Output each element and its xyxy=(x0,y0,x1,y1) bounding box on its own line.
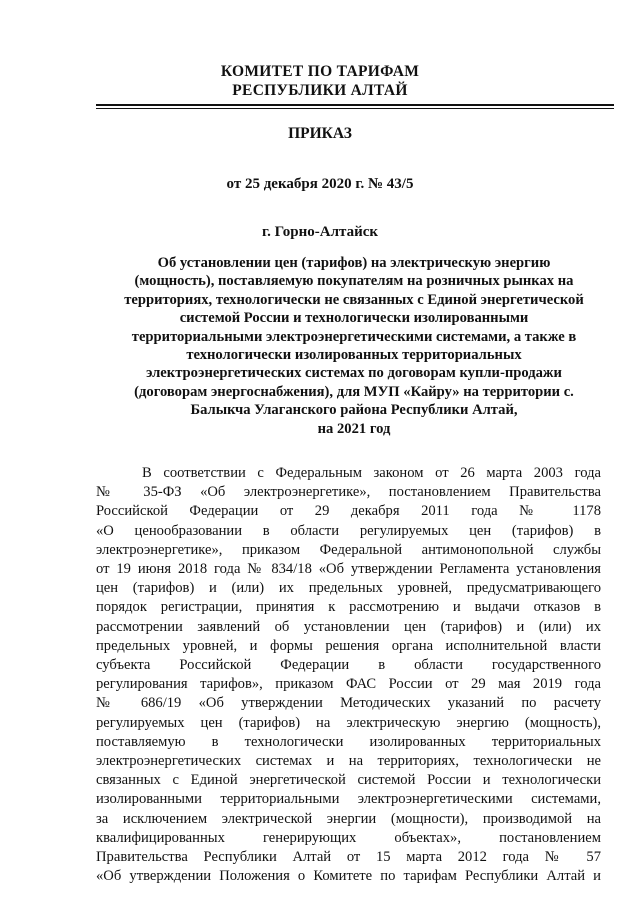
body-line: регулирования тарифов», приказом ФАС России от 29 мая 2019 года xyxy=(96,676,601,693)
title-line: (мощность), поставляемую покупателям на розничных рынках на xyxy=(134,273,574,290)
body-line: за исключением электрической энергии (мощности), производимой на xyxy=(96,810,601,827)
body-line: электроэнергетических системах и на территориях, технологически не xyxy=(96,753,601,770)
body-line: субъекта Российской Федерации в области государственного xyxy=(96,657,601,674)
document-date-number: от 25 декабря 2020 г. № 43/5 xyxy=(226,176,414,192)
body-line: регулируемых цен (тарифов) на электрическую энергию (мощность), xyxy=(96,714,601,731)
title-line: Балыкча Улаганского района Республики Алтай, xyxy=(190,402,518,419)
header-divider-thick xyxy=(96,104,614,106)
body-line: рассмотрении заявлений об установлении цен (тарифов) и (или) их xyxy=(96,618,601,635)
document-city: г. Горно-Алтайск xyxy=(261,224,379,240)
body-line: предельных уровней, и формы решения органа исполнительной власти xyxy=(96,637,601,654)
title-line: (договорам энергоснабжения), для МУП «Кайру» на территории с. xyxy=(134,383,574,400)
title-line: территориальными электроэнергетическими системами, а также в xyxy=(131,328,577,345)
body-line: порядок регистрации, принятия к рассмотрению и выдачи отказов в xyxy=(96,599,601,616)
org-name-line-2: РЕСПУБЛИКИ АЛТАЙ xyxy=(232,82,408,99)
body-line: «О ценообразовании в области регулируемых цен (тарифов) в xyxy=(96,522,601,539)
title-line: системой России и технологически изолированными xyxy=(179,310,529,327)
title-line: Об установлении цен (тарифов) на электрическую энергию xyxy=(157,255,551,271)
document-body xyxy=(96,464,601,886)
title-line: территориях, технологически не связанных с Единой энергетической xyxy=(124,291,584,308)
document-type: ПРИКАЗ xyxy=(288,125,352,142)
body-line: поставляемую в технологически изолированных территориальных xyxy=(96,733,601,750)
body-line: № 686/19 «Об утверждении Методических указаний по расчету xyxy=(96,695,601,712)
body-line: В соответствии с Федеральным законом от 26 марта 2003 года xyxy=(142,465,601,481)
body-line: электроэнергетике», приказом Федеральной антимонопольной службы xyxy=(96,541,601,558)
body-line: № 35-ФЗ «Об электроэнергетике», постановлением Правительства xyxy=(96,484,601,501)
header-divider-thin xyxy=(96,108,614,109)
body-line: «Об утверждении Положения о Комитете по тарифам Республики Алтай и xyxy=(96,868,601,885)
body-line: цен (тарифов) и (или) их предельных уровней, предусматривающего xyxy=(96,580,601,597)
org-name-line-1: КОМИТЕТ ПО ТАРИФАМ xyxy=(220,63,420,80)
body-line: изолированными территориальными электроэнергетическими системами, xyxy=(96,791,601,808)
document-title xyxy=(108,254,600,438)
body-line: связанных с Единой энергетической системой России и технологически xyxy=(96,772,601,789)
body-line: квалифицированных генерирующих объектах», постановлением xyxy=(96,829,601,846)
title-line: технологически изолированных территориальных xyxy=(186,347,522,364)
title-line: на 2021 год xyxy=(317,420,391,437)
body-line: Российской Федерации от 29 декабря 2011 года № 1178 xyxy=(96,503,601,520)
title-line: электроэнергетических системах по договорам купли-продажи xyxy=(146,365,562,382)
body-line: от 19 июня 2018 года № 834/18 «Об утверждении Регламента установления xyxy=(96,561,601,578)
body-line: Правительства Республики Алтай от 15 марта 2012 года № 57 xyxy=(96,849,601,866)
